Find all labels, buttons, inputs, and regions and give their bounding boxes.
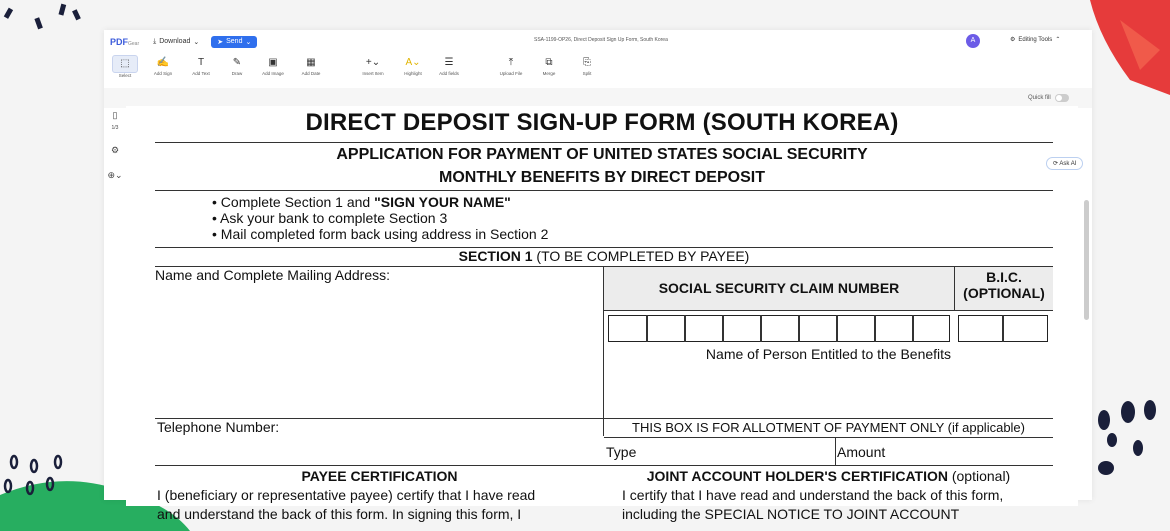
fields-icon: ☰ <box>444 57 454 68</box>
box-separator <box>760 315 762 342</box>
payee-certification-line2: and understand the back of this form. In signing this form, I <box>157 506 522 522</box>
tool-upload-file[interactable]: ⤒ Upload File <box>499 57 523 76</box>
form-subtitle-line2: MONTHLY BENEFITS BY DIRECT DEPOSIT <box>439 169 765 186</box>
upload-icon: ⤒ <box>508 57 514 68</box>
toggle-switch[interactable] <box>1055 94 1069 102</box>
divider <box>604 437 1053 438</box>
tools-icon: ⚙ <box>1010 37 1016 43</box>
form-title: DIRECT DEPOSIT SIGN-UP FORM (SOUTH KOREA) <box>305 109 899 136</box>
instruction-1: • Complete Section 1 and "SIGN YOUR NAME" <box>212 194 511 210</box>
sub-bar <box>104 88 1092 108</box>
box-separator <box>874 315 876 342</box>
settings-icon[interactable]: ⚙ <box>110 145 120 155</box>
ss-claim-number-header: SOCIAL SECURITY CLAIM NUMBER <box>658 280 900 296</box>
chevron-down-icon: ⌄ <box>245 38 252 46</box>
amount-label: Amount <box>837 444 886 460</box>
bic-header-line1: B.I.C. <box>986 269 1022 285</box>
joint-certification-line2: including the SPECIAL NOTICE TO JOINT ACCOUNT <box>622 506 960 522</box>
highlighter-icon: A⌄ <box>405 57 421 68</box>
box-separator <box>722 315 724 342</box>
tool-add-sign[interactable]: ✍ Add Sign <box>150 55 176 76</box>
image-icon: ▣ <box>268 57 278 68</box>
download-button[interactable] <box>149 36 203 48</box>
send-icon: ➤ <box>217 38 224 46</box>
tool-merge[interactable]: ⧉ Merge <box>536 55 562 76</box>
top-bar <box>104 30 1092 53</box>
tool-add-text[interactable]: T Add Text <box>188 55 214 76</box>
divider <box>155 465 1053 466</box>
ai-icon: ⟳ <box>1053 161 1059 167</box>
box-separator <box>912 315 914 342</box>
chevron-up-icon: ⌃ <box>1055 37 1061 43</box>
person-entitled-label: Name of Person Entitled to the Benefits <box>705 346 952 362</box>
tool-split[interactable]: ⎘ Split <box>574 55 600 76</box>
pdf-editor-window <box>104 30 1092 522</box>
calendar-icon: ▦ <box>306 57 316 68</box>
avatar[interactable]: A <box>966 34 980 48</box>
ss-claim-number-input[interactable] <box>608 315 950 342</box>
form-subtitle-line1: APPLICATION FOR PAYMENT OF UNITED STATES SOCIAL SECURITY <box>336 146 868 163</box>
editing-tools-label: Editing Tools <box>1018 36 1053 43</box>
split-icon: ⎘ <box>583 57 591 68</box>
joint-certification-line1: I certify that I have read and understand the back of this form, <box>622 487 1004 503</box>
quick-fill-label: Quick fill <box>1028 95 1051 101</box>
chevron-down-icon: ⌄ <box>193 38 200 46</box>
zoom-icon[interactable]: ⊕⌄ <box>107 170 123 180</box>
download-label: Download <box>159 38 191 45</box>
box-separator <box>646 315 648 342</box>
tool-select[interactable]: ⬚ Select <box>112 55 138 78</box>
box-separator <box>684 315 686 342</box>
divider <box>604 418 1053 419</box>
allotment-label: THIS BOX IS FOR ALLOTMENT OF PAYMENT ONLY (if applicable) <box>632 420 1025 435</box>
divider <box>604 310 1053 311</box>
tool-insert-item[interactable]: +⌄ Insert Item <box>360 55 386 76</box>
merge-icon: ⧉ <box>545 57 553 68</box>
payee-certification-line1: I (beneficiary or representative payee) certify that I have read <box>157 487 536 503</box>
scrollbar-thumb[interactable] <box>1084 200 1089 320</box>
text-icon: T <box>197 57 205 68</box>
box-separator <box>1002 315 1004 342</box>
name-address-label: Name and Complete Mailing Address: <box>155 267 391 283</box>
document-page <box>126 106 1078 522</box>
page-thumbnail-button[interactable] <box>104 110 126 131</box>
send-label: Send <box>226 38 243 45</box>
send-button[interactable] <box>211 36 257 48</box>
section1-heading: SECTION 1 (TO BE COMPLETED BY PAYEE) <box>458 248 750 264</box>
box-separator <box>836 315 838 342</box>
pen-icon: ✎ <box>232 57 242 68</box>
telephone-label: Telephone Number: <box>157 419 280 435</box>
document-title: SSA-1199-OP26, Direct Deposit Sign Up Form, South Korea <box>534 37 668 43</box>
joint-certification-title: JOINT ACCOUNT HOLDER'S CERTIFICATION (optional) <box>646 468 1011 484</box>
tool-draw[interactable]: ✎ Draw <box>224 55 250 76</box>
page-indicator: 1/3 <box>111 125 119 131</box>
payee-certification-title: PAYEE CERTIFICATION <box>301 468 458 484</box>
sign-icon: ✍ <box>156 57 170 68</box>
app-logo[interactable]: PDFGear <box>110 36 140 47</box>
editing-tools-button[interactable] <box>1010 36 1060 43</box>
download-icon: ⤓ <box>153 37 157 45</box>
divider <box>155 142 1053 143</box>
divider <box>155 190 1053 191</box>
tool-add-date[interactable]: ▦ Add Date <box>298 55 324 76</box>
box-separator <box>798 315 800 342</box>
select-icon: ⬚ <box>112 55 138 73</box>
bic-header-line2: (OPTIONAL) <box>963 285 1045 301</box>
tool-highlight[interactable]: A⌄ Highlight <box>400 55 426 76</box>
page-icon: ▯ <box>112 110 118 120</box>
plus-icon: +⌄ <box>365 57 381 68</box>
vertical-scrollbar[interactable] <box>1082 114 1090 494</box>
tool-row <box>104 55 1092 85</box>
type-label: Type <box>606 444 637 460</box>
ask-ai-button[interactable] <box>1046 157 1083 170</box>
vertical-divider <box>835 437 836 465</box>
instruction-3: • Mail completed form back using address in Section 2 <box>212 226 549 242</box>
instruction-2: • Ask your bank to complete Section 3 <box>212 210 448 226</box>
ask-ai-label: Ask AI <box>1059 161 1077 167</box>
tool-add-fields[interactable]: ☰ Add fields <box>436 55 462 76</box>
left-nav <box>104 110 126 230</box>
quick-fill-toggle[interactable] <box>1028 94 1069 102</box>
tool-add-image[interactable]: ▣ Add Image <box>260 55 286 76</box>
